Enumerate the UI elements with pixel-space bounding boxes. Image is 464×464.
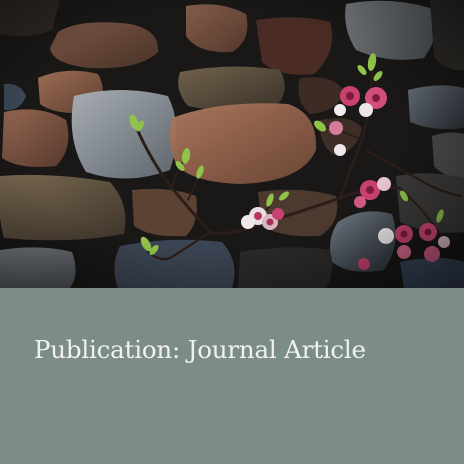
caption-panel — [0, 288, 464, 464]
publication-type-label: Publication: Journal Article — [34, 335, 366, 364]
